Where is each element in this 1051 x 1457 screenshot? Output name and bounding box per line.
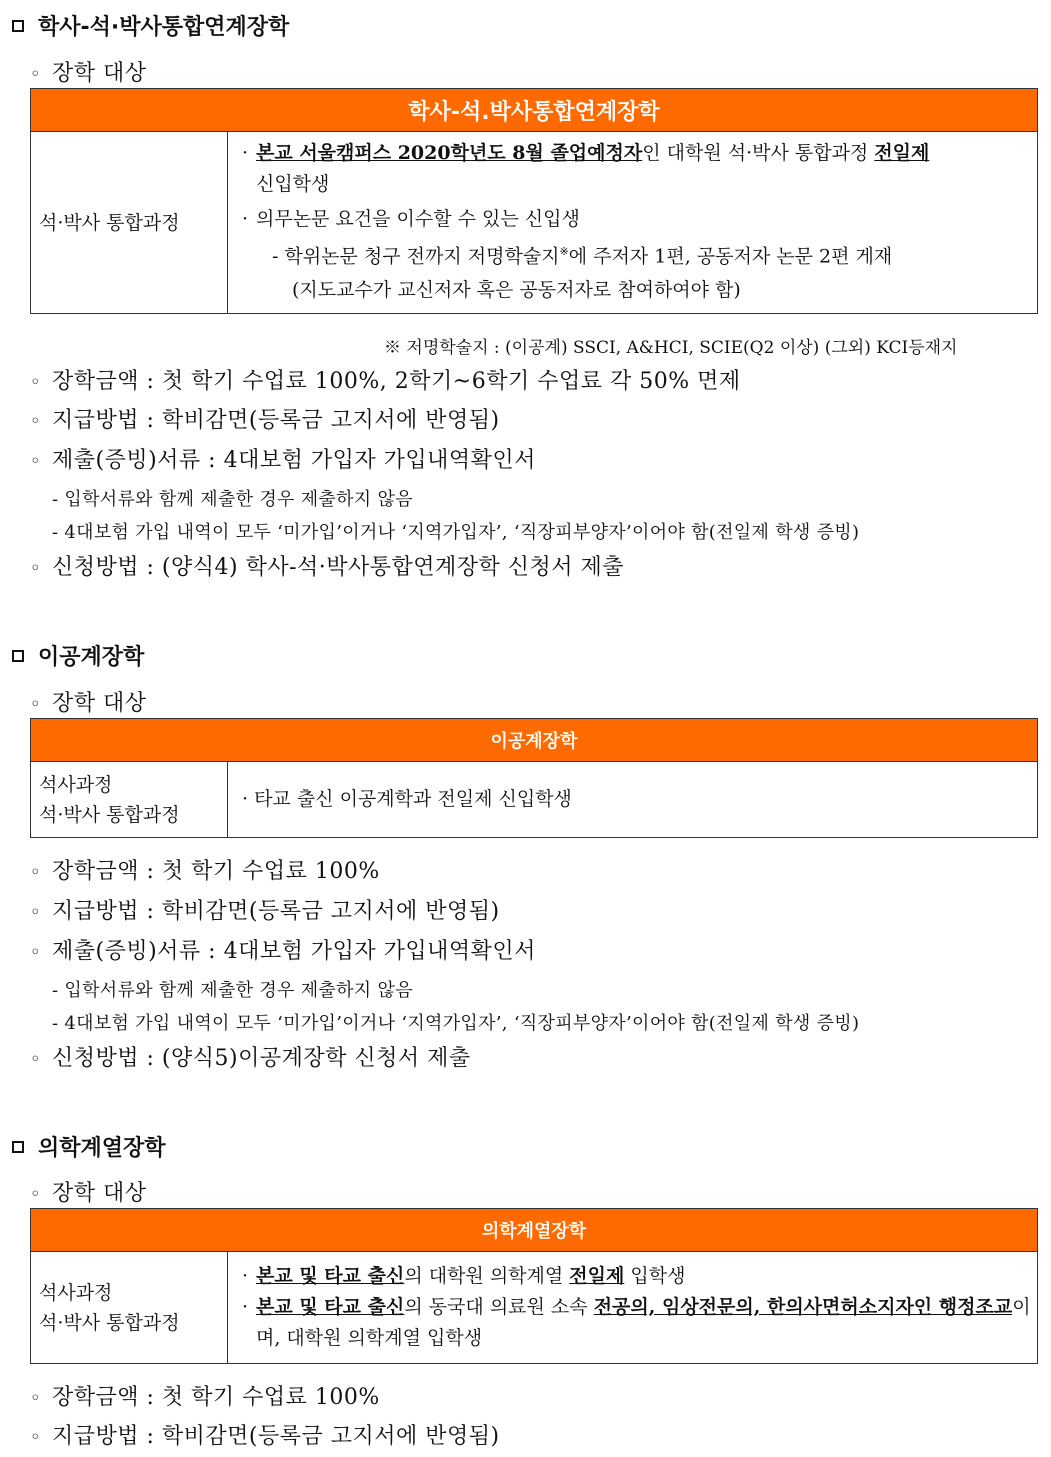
target-label-line: ◦ 장학 대상	[30, 61, 147, 86]
program-label: 석사과정 석·박사 통합과정	[31, 762, 228, 838]
checkbox-square-icon	[12, 1141, 24, 1153]
section-title: 학사-석·박사통합연계장학	[38, 15, 290, 40]
program-label: 석사과정 석·박사 통합과정	[31, 1252, 228, 1364]
eligibility-table-medical	[30, 1208, 1038, 1364]
eligibility-subitem: - 학위논문 청구 전까지 저명학술지※에 주저자 1편, 공동저자 논문 2편 게재	[272, 244, 893, 268]
amount-line: ◦ 장학금액 : 첫 학기 수업료 100%	[30, 859, 380, 884]
eligibility-item: · 본교 및 타교 출신의 대학원 의학계열 전일제 입학생	[242, 1265, 686, 1287]
doc-note: - 입학서류와 함께 제출한 경우 제출하지 않음	[52, 980, 413, 1001]
doc-note: - 4대보험 가입 내역이 모두 ‘미가입’이거나 ‘지역가입자’, ‘직장피부양자’이어야 함(전일제 학생 증빙)	[52, 1013, 860, 1034]
payment-line: ◦ 지급방법 : 학비감면(등록금 고지서에 반영됨)	[30, 899, 500, 924]
doc-note: - 4대보험 가입 내역이 모두 ‘미가입’이거나 ‘지역가입자’, ‘직장피부양자’이어야 함(전일제 학생 증빙)	[52, 522, 860, 543]
payment-line: ◦ 지급방법 : 학비감면(등록금 고지서에 반영됨)	[30, 408, 500, 433]
circle-bullet-icon: ◦	[30, 64, 42, 85]
amount-line: ◦ 장학금액 : 첫 학기 수업료 100%, 2학기~6학기 수업료 각 50% 면제	[30, 369, 741, 394]
table-header: 의학계열장학	[31, 1209, 1038, 1252]
section-heading-integrated	[12, 10, 289, 41]
eligibility-table-integrated	[30, 88, 1038, 314]
checkbox-square-icon	[12, 20, 24, 32]
eligibility-item: · 본교 서울캠퍼스 2020학년도 8월 졸업예정자인 대학원 석·박사 통합과정 전일제 신입학생	[242, 141, 930, 195]
table-header: 이공계장학	[31, 719, 1038, 762]
apply-line: ◦ 신청방법 : (양식4) 학사-석·박사통합연계장학 신청서 제출	[30, 555, 625, 580]
apply-line: ◦ 신청방법 : (양식5)이공계장학 신청서 제출	[30, 1046, 471, 1071]
table-header: 학사-석.박사통합연계장학	[31, 89, 1038, 132]
program-label: 석·박사 통합과정	[31, 132, 228, 314]
section-heading-medical	[12, 1131, 166, 1162]
checkbox-square-icon	[12, 650, 24, 662]
target-label-line: ◦ 장학 대상	[30, 1181, 147, 1206]
section-heading-engineering	[12, 640, 144, 671]
eligibility-item: · 본교 및 타교 출신의 동국대 의료원 소속 전공의, 임상전문의, 한의사면허소지자인 행정조교이며, 대학원 의학계열 입학생	[242, 1296, 1031, 1349]
eligibility-item: · 의무논문 요건을 이수할 수 있는 신입생	[242, 207, 580, 230]
eligibility-table-engineering	[30, 718, 1038, 838]
section-title: 의학계열장학	[38, 1136, 166, 1161]
doc-note: - 입학서류와 함께 제출한 경우 제출하지 않음	[52, 489, 413, 510]
payment-line: ◦ 지급방법 : 학비감면(등록금 고지서에 반영됨)	[30, 1424, 500, 1449]
eligibility-item: · 타교 출신 이공계학과 전일제 신입학생	[242, 788, 572, 810]
section-title: 이공계장학	[38, 645, 145, 670]
journal-note: ※ 저명학술지 : (이공계) SSCI, A&HCI, SCIE(Q2 이상) (그외) KCI등재지	[384, 338, 958, 358]
eligibility-content	[228, 1252, 1038, 1364]
target-label-line: ◦ 장학 대상	[30, 691, 147, 716]
documents-line: ◦ 제출(증빙)서류 : 4대보험 가입자 가입내역확인서	[30, 939, 536, 964]
eligibility-content	[228, 132, 1038, 314]
eligibility-subitem: (지도교수가 교신저자 혹은 공동저자로 참여하여야 함)	[292, 279, 741, 302]
amount-line: ◦ 장학금액 : 첫 학기 수업료 100%	[30, 1385, 380, 1410]
documents-line: ◦ 제출(증빙)서류 : 4대보험 가입자 가입내역확인서	[30, 448, 536, 473]
eligibility-content	[228, 762, 1038, 838]
